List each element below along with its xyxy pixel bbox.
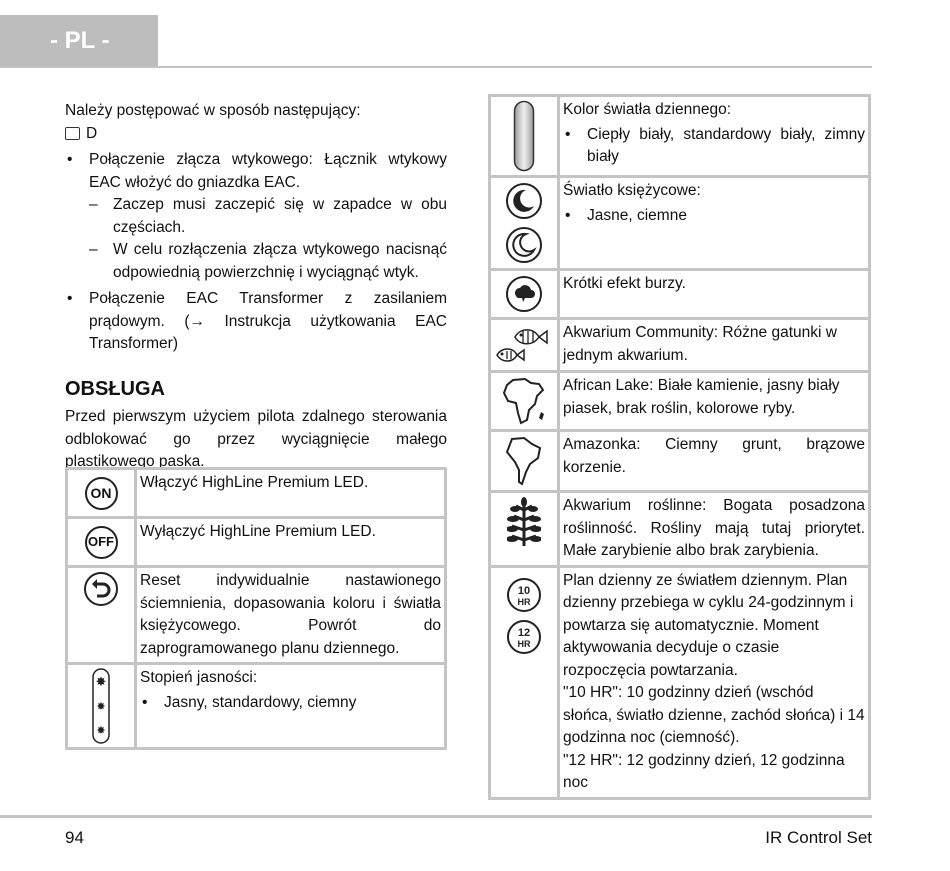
section-title: OBSŁUGA (65, 377, 165, 400)
community-fish-icon (493, 323, 555, 367)
row-text: Światło księżycowe: (563, 182, 701, 199)
table-row (67, 567, 446, 664)
table-row (490, 177, 870, 270)
table-row (490, 372, 870, 431)
daylight-color-slider-icon (513, 100, 535, 172)
row-text: Stopień jasności: (140, 669, 258, 686)
brightness-slider-icon (91, 668, 111, 744)
row-text: Amazonka: Ciemny grunt, brązowe korzenie. (559, 431, 870, 492)
check-item (65, 123, 447, 146)
row-text: Plan dzienny ze światłem dziennym. Plan dzienny przebiega w cyklu 24-godzinnym i powtarza się automatycznie. Moment aktywowania decyduje o czasie rozpoczęcia powtarzania. (563, 571, 854, 679)
dash-item: – W celu rozłączenia złącza wtykowego nacisnąć odpowiednią powierzchnię i wyciągnąć wtyk. (89, 239, 447, 284)
badge-12-top: 12 (517, 626, 531, 639)
dash-item: – Zaczep musi zaczepić się w zapadce w obu częściach. (89, 194, 447, 239)
list-item (65, 149, 447, 284)
row-text: Włączyć HighLine Premium LED. (136, 469, 446, 518)
table-row (490, 492, 870, 567)
check-label: D (86, 124, 98, 142)
on-button-icon: ON (85, 477, 118, 510)
dash-list (89, 194, 447, 284)
left-button-table (65, 467, 447, 750)
document-title: IR Control Set (765, 828, 872, 847)
storm-icon (504, 274, 544, 314)
row-text: Akwarium Community: Różne gatunki w jednym akwarium. (559, 319, 870, 372)
plant-icon (507, 496, 541, 548)
page-number: 94 (65, 828, 84, 847)
badge-10-top: 10 (517, 584, 531, 597)
table-row (67, 518, 446, 567)
africa-icon (501, 376, 547, 426)
moonlight-icon (504, 181, 544, 265)
list-item: • Ciepły biały, standardowy biały, zimny biały (563, 124, 865, 169)
row-text: Akwarium roślinne: Bogata posadzona roślinność. Rośliny mają tutaj priorytet. Małe zarybienie albo brak zarybienia. (559, 492, 870, 567)
checkbox-icon (65, 127, 80, 140)
off-button-icon: OFF (85, 526, 118, 559)
12hr-button-icon (506, 619, 542, 655)
table-row (490, 270, 870, 319)
table-row (490, 96, 870, 177)
row-text: Kolor światła dziennego: (563, 101, 732, 118)
list-item: • Połączenie EAC Transformer z zasilaniem prądowym. (→ Instrukcja użytkowania EAC Transformer) (65, 288, 447, 356)
list-item: • Jasne, ciemne (563, 205, 865, 228)
intro-lead: Należy postępować w sposób następujący: (65, 102, 361, 119)
table-row (490, 566, 870, 798)
day-plan-icon (490, 566, 559, 798)
row-text-12hr: "12 HR": 12 godzinny dzień, 12 godzinna noc (563, 751, 845, 791)
table-row (490, 431, 870, 492)
svg-text:✸: ✸ (95, 675, 107, 690)
svg-text:✸: ✸ (96, 700, 106, 713)
reset-button-icon (83, 571, 119, 607)
row-text: Krótki efekt burzy. (559, 270, 870, 319)
footer-rule (0, 815, 872, 818)
south-america-icon (504, 435, 544, 487)
svg-text:✸: ✸ (96, 724, 106, 737)
10hr-button-icon (506, 577, 542, 613)
intro-bullets (65, 149, 447, 356)
row-text: Wyłączyć HighLine Premium LED. (136, 518, 446, 567)
bullet-text: Połączenie złącza wtykowego: Łącznik wtykowy EAC włożyć do gniazdka EAC. (89, 151, 447, 191)
right-button-table (488, 94, 871, 800)
badge-12-bottom: HR (517, 638, 531, 649)
row-text-10hr: "10 HR": 10 godzinny dzień (wschód słońca, światło dzienne, zachód słońca) i 14 godzinna noc (ciemność). (563, 684, 865, 746)
section-text: Przed pierwszym użyciem pilota zdalnego sterowania odblokować go przez wyciągnięcie małego plastikowego paska. (65, 408, 447, 470)
table-row (490, 319, 870, 372)
left-column (65, 100, 447, 474)
badge-10-bottom: HR (517, 596, 531, 607)
header-rule (0, 66, 872, 68)
table-row (67, 664, 446, 749)
list-item: • Jasny, standardowy, ciemny (140, 692, 441, 715)
row-text: Reset indywidualnie nastawionego ściemnienia, dopasowania koloru i światła księżycowego. Powrót do zaprogramowanego planu dziennego. (136, 567, 446, 664)
language-tab: - PL - (0, 15, 158, 67)
row-text: African Lake: Białe kamienie, jasny biały piasek, brak roślin, kolorowe ryby. (559, 372, 870, 431)
table-row (67, 469, 446, 518)
